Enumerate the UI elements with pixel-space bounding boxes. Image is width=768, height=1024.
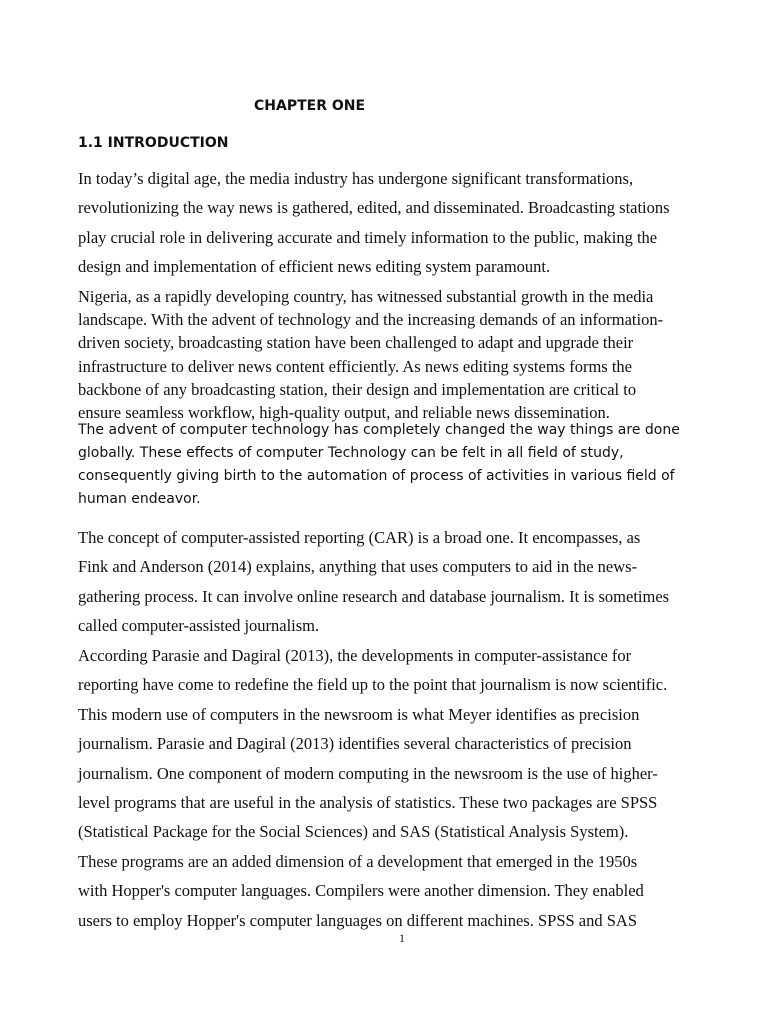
paragraph-line: This modern use of computers in the newsroom is what Meyer identifies as precision xyxy=(78,704,640,724)
paragraph-line: consequently giving birth to the automation of process of activities in various field of xyxy=(78,468,675,484)
paragraph-line: landscape. With the advent of technology and the increasing demands of an information- xyxy=(78,310,664,330)
paragraph-line: human endeavor. xyxy=(78,491,201,507)
paragraph-line: with Hopper's computer languages. Compilers were another dimension. They enabled xyxy=(78,881,644,901)
chapter-title: CHAPTER ONE xyxy=(254,98,366,114)
paragraph-line: gathering process. It can involve online research and database journalism. It is sometimes xyxy=(78,586,670,606)
paragraph-line: infrastructure to deliver news content efficiently. As news editing systems forms the xyxy=(78,356,632,376)
paragraph-line: design and implementation of efficient news editing system paramount. xyxy=(78,257,551,277)
page-number: 1 xyxy=(399,931,405,945)
paragraph-line: called computer-assisted journalism. xyxy=(78,616,320,636)
paragraph-precision-journalism xyxy=(78,641,738,935)
paragraph-line: backbone of any broadcasting station, their design and implementation are critical to xyxy=(78,379,637,399)
paragraph-line: play crucial role in delivering accurate and timely information to the public, making the xyxy=(78,227,658,247)
paragraph-line: ensure seamless workflow, high-quality output, and reliable news dissemination. xyxy=(78,403,610,423)
paragraph-line: The advent of computer technology has completely changed the way things are done xyxy=(78,422,680,438)
paragraph-computer-technology xyxy=(78,419,738,511)
section-heading: 1.1 INTRODUCTION xyxy=(78,135,229,151)
paragraph-line: According Parasie and Dagiral (2013), the developments in computer-assistance for xyxy=(78,646,632,665)
paragraph-nigeria xyxy=(78,285,738,424)
paragraph-line: level programs that are useful in the analysis of statistics. These two packages are SPSS xyxy=(78,793,658,813)
paragraph-line: reporting have come to redefine the field up to the point that journalism is now scientific. xyxy=(78,675,668,695)
paragraph-line: globally. These effects of computer Technology can be felt in all field of study, xyxy=(78,445,624,461)
paragraph-line: (Statistical Package for the Social Sciences) and SAS (Statistical Analysis System). xyxy=(78,822,629,842)
paragraph-line: users to employ Hopper's computer languages on different machines. SPSS and SAS xyxy=(78,910,638,930)
paragraph-line: driven society, broadcasting station have been challenged to adapt and upgrade their xyxy=(78,333,634,353)
paragraph-line: The concept of computer-assisted reporting (CAR) is a broad one. It encompasses, as xyxy=(78,528,641,547)
paragraph-car-concept xyxy=(78,523,738,641)
paragraph-line: Fink and Anderson (2014) explains, anything that uses computers to aid in the news- xyxy=(78,557,638,577)
paragraph-digital-age xyxy=(78,164,738,282)
paragraph-line: journalism. One component of modern computing in the newsroom is the use of higher- xyxy=(78,763,658,783)
paragraph-line: journalism. Parasie and Dagiral (2013) identifies several characteristics of precision xyxy=(78,734,632,754)
paragraph-line: revolutionizing the way news is gathered, edited, and disseminated. Broadcasting stations xyxy=(78,198,670,218)
paragraph-line: Nigeria, as a rapidly developing country, has witnessed substantial growth in the media xyxy=(78,287,654,306)
paragraph-line: These programs are an added dimension of a development that emerged in the 1950s xyxy=(78,851,638,871)
paragraph-line: In today’s digital age, the media industry has undergone significant transformations, xyxy=(78,169,634,188)
